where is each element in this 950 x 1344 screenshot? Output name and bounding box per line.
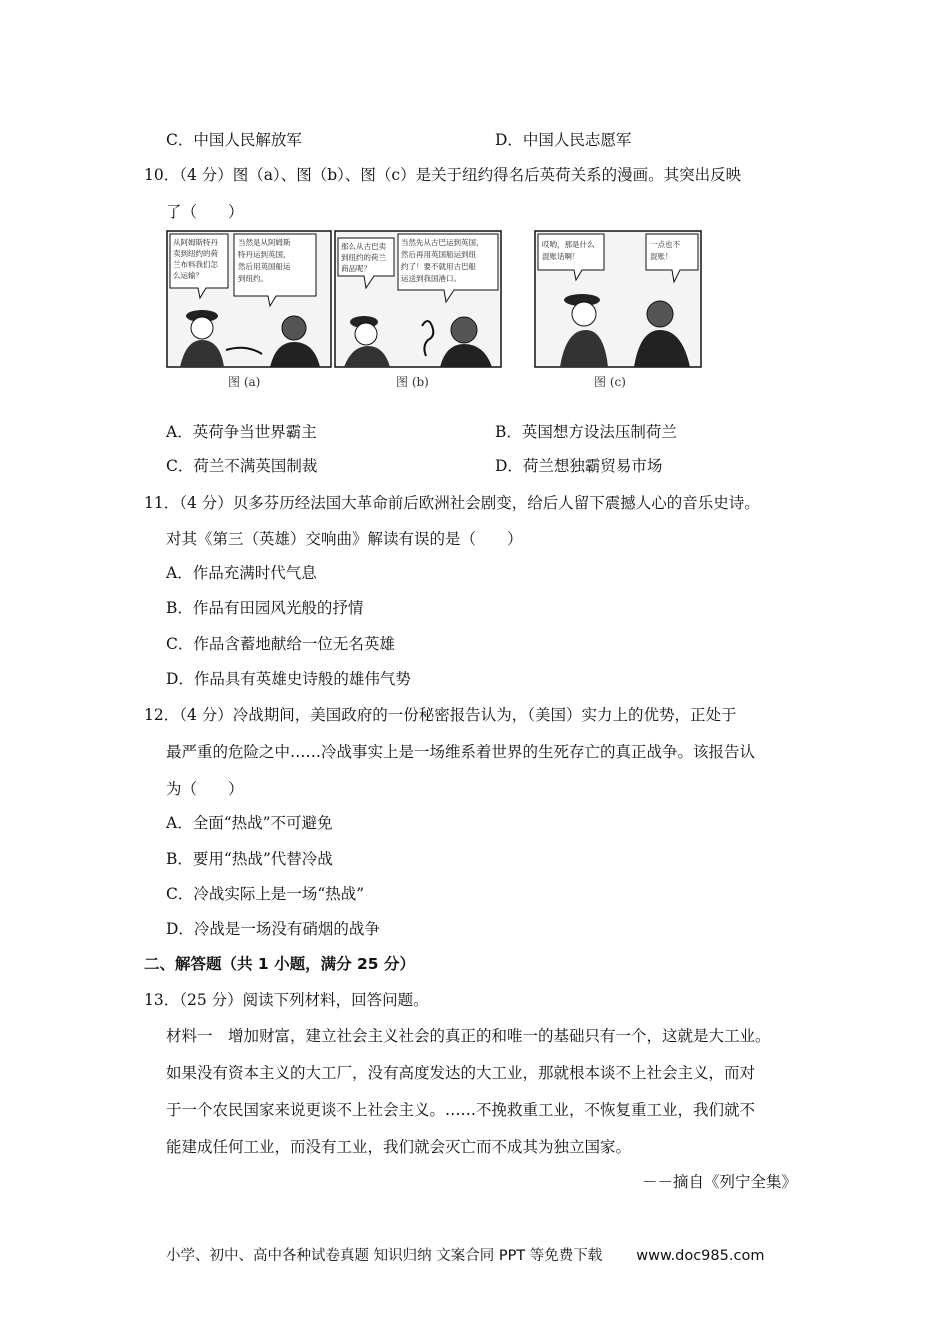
cartoon-panel-b — [334, 230, 502, 389]
q13-stem: 13．（25 分）阅读下列材料，回答问题。 — [144, 991, 429, 1009]
panel-c-right-bubble: 一点也不 混账！ — [650, 240, 680, 261]
panel-a-left-bubble: 从阿姆斯特丹 卖到纽约的荷 兰布料我们怎 么运输？ — [173, 238, 218, 280]
q9-option-d: D．中国人民志愿军 — [495, 131, 632, 149]
q10-cartoon — [166, 230, 706, 395]
panel-b-caption: 图 (b) — [396, 375, 429, 389]
q10-option-d: D．荷兰想独霸贸易市场 — [495, 457, 663, 475]
q10-stem-line1: 10．（4 分）图（a）、图（b）、图（c）是关于纽约得名后英荷关系的漫画。其突出反映 — [144, 166, 742, 184]
q10-option-b: B．英国想方设法压制荷兰 — [495, 423, 677, 441]
panel-b-left-bubble: 那么从古巴卖 到纽约的荷兰 商品呢？ — [341, 242, 386, 273]
q13-material-line3: 于一个农民国家来说更谈不上社会主义。……不挽救重工业，不恢复重工业，我们就不 — [166, 1101, 756, 1119]
q12-option-a: A．全面“热战”不可避免 — [166, 814, 333, 832]
footer-site-link[interactable]: www.doc985.com — [636, 1248, 765, 1264]
q12-option-d: D．冷战是一场没有硝烟的战争 — [166, 920, 380, 938]
q11-option-b: B．作品有田园风光般的抒情 — [166, 599, 364, 617]
panel-a-right-bubble: 当然是从阿姆斯 特丹运到英国， 然后用英国船运 到纽约。 — [238, 238, 291, 283]
q12-option-c: C．冷战实际上是一场“热战” — [166, 885, 365, 903]
q11-option-c: C．作品含蓄地献给一位无名英雄 — [166, 635, 395, 653]
q13-material-line1: 材料一 增加财富，建立社会主义社会的真正的和唯一的基础只有一个，这就是大工业。 — [166, 1027, 771, 1045]
panel-b-right-bubble: 当然先从古巴运到英国， 然后再用英国船运到纽 约了！要不就用古巴船 运送到我国港口。 — [401, 238, 484, 283]
q13-material-line2: 如果没有资本主义的大工厂，没有高度发达的大工业，那就根本谈不上社会主义，而对 — [166, 1064, 756, 1082]
q10-option-c: C．荷兰不满英国制裁 — [166, 457, 318, 475]
q12-option-b: B．要用“热战”代替冷战 — [166, 850, 333, 868]
q10-option-a: A．英荷争当世界霸主 — [166, 423, 317, 441]
q13-material-line4: 能建成任何工业，而没有工业，我们就会灭亡而不成其为独立国家。 — [166, 1138, 632, 1156]
q13-source: －－摘自《列宁全集》 — [642, 1173, 798, 1191]
cartoon-panel-a — [166, 230, 332, 389]
q10-stem-line2: 了（ ） — [166, 203, 244, 221]
q12-stem-line2: 最严重的危险之中……冷战事实上是一场维系着世界的生死存亡的真正战争。该报告认 — [166, 743, 756, 761]
q11-stem-line2: 对其《第三（英雄）交响曲》解读有误的是（ ） — [166, 530, 523, 548]
q9-option-c: C．中国人民解放军 — [166, 131, 302, 149]
panel-c-caption: 图 (c) — [594, 375, 626, 389]
section-heading: 二、解答题（共 1 小题，满分 25 分） — [144, 955, 415, 973]
q11-option-a: A．作品充满时代气息 — [166, 564, 317, 582]
q12-stem-line3: 为（ ） — [166, 780, 244, 798]
panel-c-left-bubble: 哎哟，那是什么 混账话啊！ — [542, 240, 595, 261]
q11-stem-line1: 11．（4 分）贝多芬历经法国大革命前后欧洲社会剧变，给后人留下震撼人心的音乐史诗。 — [144, 494, 760, 512]
q11-option-d: D．作品具有英雄史诗般的雄伟气势 — [166, 670, 411, 688]
footer-text: 小学、初中、高中各种试卷真题 知识归纳 文案合同 PPT 等免费下载 — [166, 1248, 603, 1264]
q12-stem-line1: 12．（4 分）冷战期间，美国政府的一份秘密报告认为，（美国）实力上的优势，正处于 — [144, 706, 737, 724]
page-footer — [166, 1244, 764, 1265]
cartoon-panel-c — [534, 230, 702, 389]
panel-a-caption: 图 (a) — [228, 375, 261, 389]
